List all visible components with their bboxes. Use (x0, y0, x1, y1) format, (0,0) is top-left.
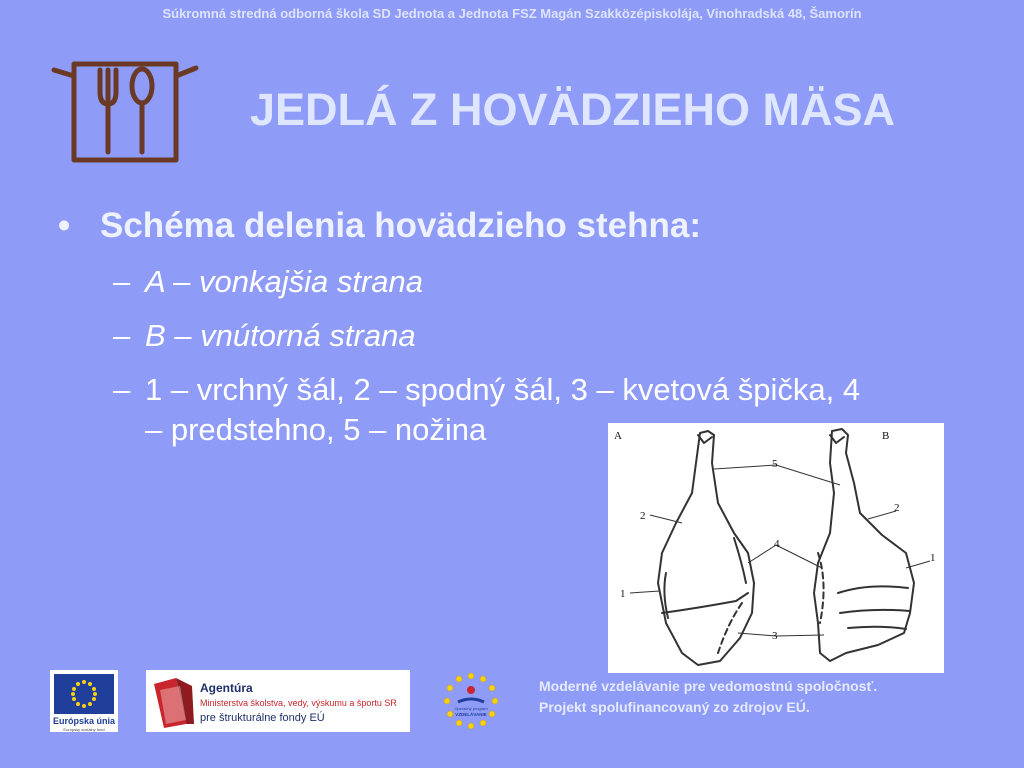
agency-logo (146, 670, 410, 732)
sub-item-b (113, 318, 978, 354)
figure-number: 1 (930, 552, 936, 564)
footer-text (539, 676, 877, 718)
sub-item-legend (113, 372, 978, 408)
figure-number: 5 (772, 458, 778, 470)
figure-label-b: B (882, 430, 890, 442)
footer-text-line2: Projekt spolufinancovaný zo zdrojov EÚ. (539, 699, 810, 715)
beef-thigh-diagram (608, 423, 944, 673)
cutlery-pot-icon (50, 56, 200, 166)
figure-number: 3 (772, 630, 778, 642)
agency-book-icon (146, 670, 410, 732)
agency-line2: pre štrukturálne fondy EÚ (200, 712, 325, 724)
eu-flag-icon (50, 670, 118, 732)
dash: – (113, 264, 131, 299)
sub-item-legend-cont-text: – predstehno, 5 – nožina (145, 412, 487, 447)
sub-item-a (113, 264, 978, 300)
agency-title: Agentúra (200, 681, 253, 695)
bullet-main-text: Schéma delenia hovädzieho stehna: (100, 206, 701, 245)
eu-logo (50, 670, 118, 732)
sub-item-b-text: B – vnútorná strana (145, 318, 416, 353)
slide-content (58, 206, 978, 448)
agency-line1: Ministerstva školstva, vedy, výskumu a športu SR (200, 698, 397, 708)
footer-text-line1: Moderné vzdelávanie pre vedomostnú spoločnosť. (539, 678, 878, 694)
eu-label: Európska únia (52, 716, 116, 726)
sub-item-a-text: A – vonkajšia strana (145, 264, 424, 299)
op-label: Operačný program (454, 706, 488, 711)
dash: – (113, 318, 131, 353)
figure-label-a: A (614, 430, 622, 442)
figure-number: 2 (894, 502, 900, 514)
eu-sub: Európsky sociálny fond (63, 727, 105, 732)
op-label2: VZDELÁVANIE (455, 712, 487, 717)
beef-thigh-drawing (608, 423, 944, 673)
sub-item-legend-text: 1 – vrchný šál, 2 – spodný šál, 3 – kvetová špička, 4 (145, 372, 861, 407)
dash: – (113, 372, 131, 407)
figure-number: 1 (620, 588, 626, 600)
school-header: Súkromná stredná odborná škola SD Jednota a Jednota FSZ Magán Szakközépiskolája, Vinohradská 48, Šamorín (162, 6, 862, 21)
figure-number: 4 (774, 538, 780, 550)
slide-title: JEDLÁ Z HOVÄDZIEHO MÄSA (250, 84, 896, 135)
op-vzdelavanie-logo (440, 670, 502, 732)
bullet-main (58, 206, 978, 246)
bullet-dot: • (58, 206, 71, 245)
figure-number: 2 (640, 510, 646, 522)
